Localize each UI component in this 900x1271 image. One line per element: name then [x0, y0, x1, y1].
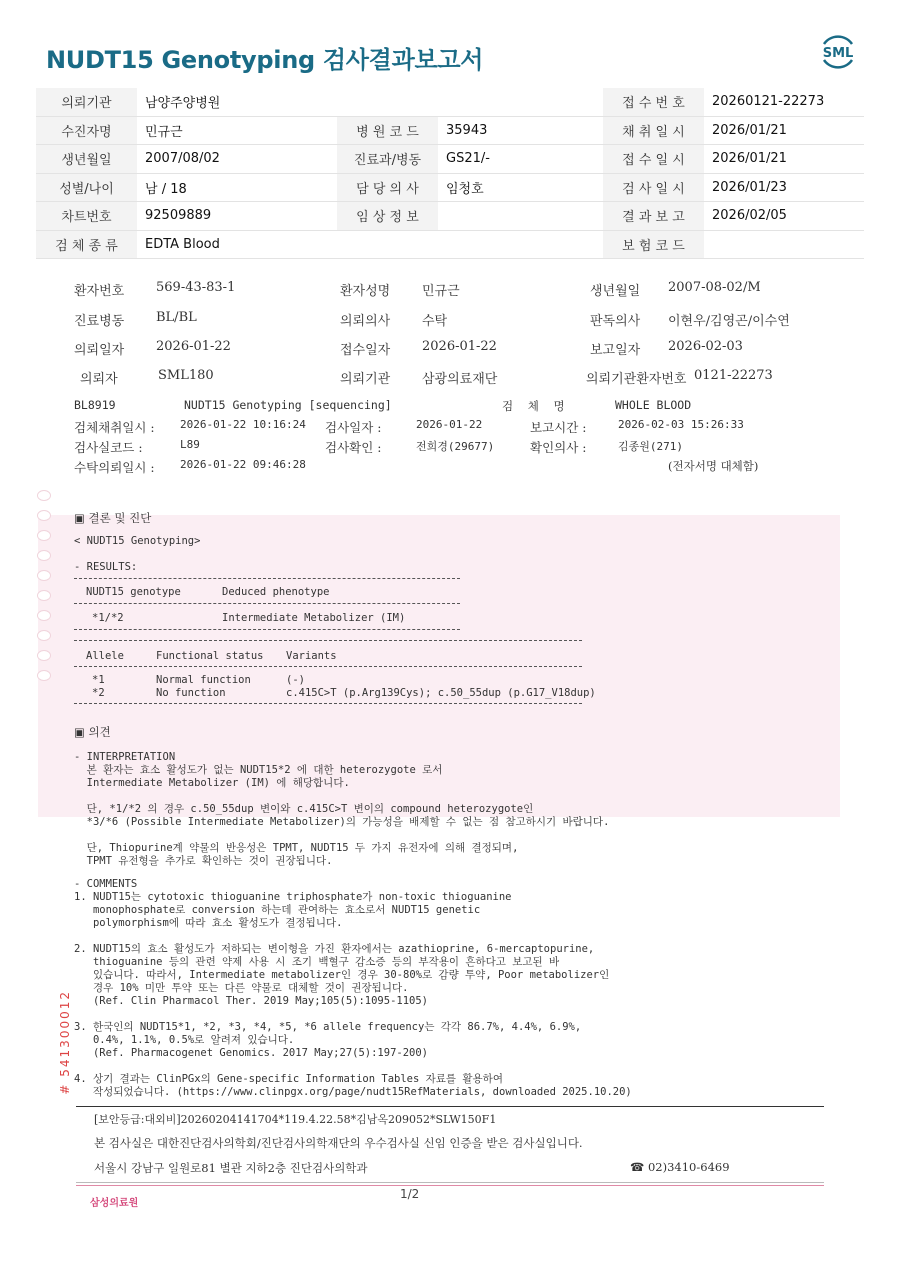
- text-line: 3. 한국인의 NUDT15*1, *2, *3, *4, *5, *6 allele frequency는 각각 86.7%, 4.4%, 6.9%,: [74, 1021, 582, 1033]
- text-line: thioguanine 등의 관련 약제 사용 시 조기 백혈구 감소증 등의 부작용이 흔하다고 보고된 바: [74, 956, 560, 968]
- header-value: 35943: [438, 116, 603, 145]
- text-line: monophosphate로 conversion 하는데 관여하는 효소로서 NUDT15 genetic: [74, 904, 481, 916]
- header-label: 보 험 코 드: [603, 230, 704, 259]
- patient-label: 환자성명: [340, 284, 391, 299]
- header-label: 차트번호: [36, 202, 137, 231]
- allele-variants: c.415C>T (p.Arg139Cys); c.50_55dup (p.G17_V18dup): [286, 687, 596, 699]
- text-line: 단, Thiopurine계 약물의 반응성은 TPMT, NUDT15 두 가지 유전자에 의해 결정되며,: [74, 842, 519, 854]
- security-line: [보안등급:대외비]20260204141704*119.4.22.58*김남옥209052*SLW150F1: [94, 1113, 497, 1126]
- test-label: 보고시간 :: [530, 420, 587, 435]
- section-conclusion: ▣ 결론 및 진단: [74, 511, 152, 525]
- header-value: 민규근: [137, 116, 337, 145]
- text-line: (Ref. Pharmacogenet Genomics. 2017 May;27(5):197-200): [74, 1047, 429, 1059]
- test-value: 전희경(29677): [416, 440, 495, 453]
- header-allele: Allele: [86, 650, 124, 662]
- text-line: [74, 829, 609, 842]
- patient-value: 2007-08-02/M: [668, 280, 761, 295]
- esign-note: (전자서명 대체함): [668, 459, 759, 473]
- serial-number: # 541300012: [58, 990, 72, 1095]
- test-value: 김종원(271): [618, 440, 683, 453]
- header-genotype: NUDT15 genotype: [86, 586, 181, 598]
- interpretation-label: - INTERPRETATION: [74, 751, 176, 763]
- patient-label: 의뢰의사: [340, 314, 391, 329]
- logo-text: SML: [822, 46, 854, 61]
- allele-id: *2: [92, 687, 105, 699]
- patient-value: SML180: [158, 368, 214, 383]
- comments-text: [74, 891, 632, 1099]
- patient-label: 의뢰일자: [74, 343, 125, 358]
- patient-value: 0121-22273: [694, 368, 773, 383]
- certification-line: 본 검사실은 대한진단검사의학회/진단검사의학재단의 우수검사실 신임 인증을 받은 검사실입니다.: [94, 1136, 583, 1150]
- patient-value: 이현우/김영곤/이수연: [668, 314, 790, 329]
- patient-label: 의뢰기관: [340, 372, 391, 387]
- text-line: 2. NUDT15의 효소 활성도가 저하되는 변이형을 가진 환자에서는 azathioprine, 6-mercaptopurine,: [74, 943, 595, 955]
- patient-label: 진료병동: [74, 314, 125, 329]
- patient-value: 2026-01-22: [422, 339, 497, 354]
- phenotype-value: Intermediate Metabolizer (IM): [222, 612, 406, 624]
- interpretation-text: [74, 764, 609, 868]
- patient-label: 보고일자: [590, 343, 641, 358]
- header-label: 성별/나이: [36, 173, 137, 202]
- test-code: BL8919: [74, 398, 116, 412]
- header-label: 진료과/병동: [337, 145, 438, 174]
- header-value: 남양주양병원: [137, 88, 337, 116]
- header-phenotype: Deduced phenotype: [222, 586, 330, 598]
- address-line: 서울시 강남구 일원로81 별관 지하2층 진단검사의학과: [94, 1161, 368, 1175]
- text-line: polymorphism에 따라 효소 활성도가 결정됩니다.: [74, 917, 343, 929]
- header-label: 채 취 일 시: [603, 116, 704, 145]
- test-value: 2026-01-22: [416, 418, 483, 431]
- text-line: [74, 1060, 632, 1073]
- comments-label: - COMMENTS: [74, 878, 138, 890]
- header-label: 의뢰기관: [36, 88, 137, 116]
- text-line: 1. NUDT15는 cytotoxic thioguanine triphosphate가 non-toxic thioguanine: [74, 891, 512, 903]
- header-status: Functional status: [156, 650, 264, 662]
- text-line: TPMT 유전형을 추가로 확인하는 것이 권장됩니다.: [74, 855, 333, 867]
- text-line: 0.4%, 1.1%, 0.5%로 알려져 있습니다.: [74, 1034, 295, 1046]
- text-line: 4. 상기 결과는 ClinPGx의 Gene-specific Information Tables 자료를 활용하여: [74, 1073, 503, 1085]
- header-label: 생년월일: [36, 145, 137, 174]
- footer-rule: [76, 1182, 824, 1183]
- text-line: 단, *1/*2 의 경우 c.50_55dup 변이와 c.415C>T 변이의 compound heterozygote인: [74, 803, 534, 815]
- header-value: 2026/01/21: [704, 116, 864, 145]
- text-line: Intermediate Metabolizer (IM) 에 해당합니다.: [74, 777, 350, 789]
- divider: [74, 703, 582, 704]
- header-value: 2026/01/23: [704, 173, 864, 202]
- test-label: 수탁의뢰일시 :: [74, 460, 155, 475]
- header-label: 결 과 보 고: [603, 202, 704, 231]
- specimen-label: 검 체 명: [502, 399, 565, 413]
- phone-line: ☎ 02)3410-6469: [630, 1160, 730, 1174]
- results-label: - RESULTS:: [74, 561, 138, 573]
- text-line: 작성되었습니다. (https://www.clinpgx.org/page/nudt15RefMaterials, downloaded 2025.10.20): [74, 1086, 632, 1098]
- specimen-value: WHOLE BLOOD: [615, 398, 692, 412]
- patient-value: 2026-02-03: [668, 339, 743, 354]
- patient-label: 의뢰자: [80, 372, 118, 387]
- header-label: 담 당 의 사: [337, 173, 438, 202]
- test-value: 2026-02-03 15:26:33: [618, 418, 744, 431]
- header-value: EDTA Blood: [137, 230, 337, 259]
- header-value: 임청호: [438, 173, 603, 202]
- allele-id: *1: [92, 674, 105, 686]
- header-variants: Variants: [286, 650, 337, 662]
- text-line: [74, 930, 632, 943]
- header-label: 병 원 코 드: [337, 116, 438, 145]
- hospital-name: 삼성의료원: [90, 1198, 139, 1209]
- header-value: GS21/-: [438, 145, 603, 174]
- test-label: 검사확인 :: [325, 440, 382, 455]
- footer-pink-rule: [76, 1185, 824, 1186]
- text-line: [74, 1008, 632, 1021]
- header-label: 접 수 일 시: [603, 145, 704, 174]
- header-value: 92509889: [137, 202, 337, 231]
- header-value: 2026/01/21: [704, 145, 864, 174]
- header-label: 수진자명: [36, 116, 137, 145]
- allele-status: Normal function: [156, 674, 251, 686]
- header-value: 20260121-22273: [704, 88, 864, 116]
- section-opinion: ▣ 의견: [74, 725, 111, 739]
- footer-rule: [76, 1106, 824, 1107]
- results-subtitle: < NUDT15 Genotyping>: [74, 535, 201, 547]
- header-value: 남 / 18: [137, 173, 337, 202]
- patient-label: 의뢰기관환자번호: [586, 372, 687, 387]
- test-label: 검체채취일시 :: [74, 420, 155, 435]
- patient-label: 환자번호: [74, 284, 125, 299]
- text-line: 있습니다. 따라서, Intermediate metabolizer인 경우 30-80%로 감량 투약, Poor metabolizer인: [74, 969, 610, 981]
- patient-value: 569-43-83-1: [156, 280, 236, 295]
- patient-value: 수탁: [422, 314, 448, 329]
- patient-value: 2026-01-22: [156, 339, 231, 354]
- header-label: 검 체 종 류: [36, 230, 137, 259]
- test-name: NUDT15 Genotyping [sequencing]: [184, 398, 392, 412]
- test-label: 확인의사 :: [530, 440, 587, 455]
- test-value: 2026-01-22 10:16:24: [180, 418, 306, 431]
- patient-label: 생년월일: [590, 284, 641, 299]
- header-label: 접 수 번 호: [603, 88, 704, 116]
- header-value: 2007/08/02: [137, 145, 337, 174]
- genotype-value: *1/*2: [92, 612, 124, 624]
- patient-value: 삼광의료재단: [422, 372, 498, 387]
- patient-label: 판독의사: [590, 314, 641, 329]
- header-value: 2026/02/05: [704, 202, 864, 231]
- text-line: (Ref. Clin Pharmacol Ther. 2019 May;105(5):1095-1105): [74, 995, 429, 1007]
- test-value: L89: [180, 438, 200, 451]
- patient-label: 접수일자: [340, 343, 391, 358]
- test-label: 검사일자 :: [325, 420, 382, 435]
- patient-value: 민규근: [422, 284, 460, 299]
- page-number: 1/2: [400, 1187, 420, 1201]
- test-value: 2026-01-22 09:46:28: [180, 458, 306, 471]
- text-line: 본 환자는 효소 활성도가 없는 NUDT15*2 에 대한 heterozygote 로서: [74, 764, 443, 776]
- text-line: 경우 10% 미만 투약 또는 다른 약물로 대체할 것이 권장됩니다.: [74, 982, 409, 994]
- text-line: *3/*6 (Possible Intermediate Metabolizer)의 가능성을 배제할 수 없는 점 참고하시기 바랍니다.: [74, 816, 610, 828]
- test-label: 검사실코드 :: [74, 440, 143, 455]
- allele-variants: (-): [286, 674, 305, 686]
- patient-value: BL/BL: [156, 310, 197, 325]
- header-label: 임 상 정 보: [337, 202, 438, 231]
- page-title: NUDT15 Genotyping 검사결과보고서: [46, 46, 484, 74]
- allele-status: No function: [156, 687, 226, 699]
- header-label: 검 사 일 시: [603, 173, 704, 202]
- text-line: [74, 790, 609, 803]
